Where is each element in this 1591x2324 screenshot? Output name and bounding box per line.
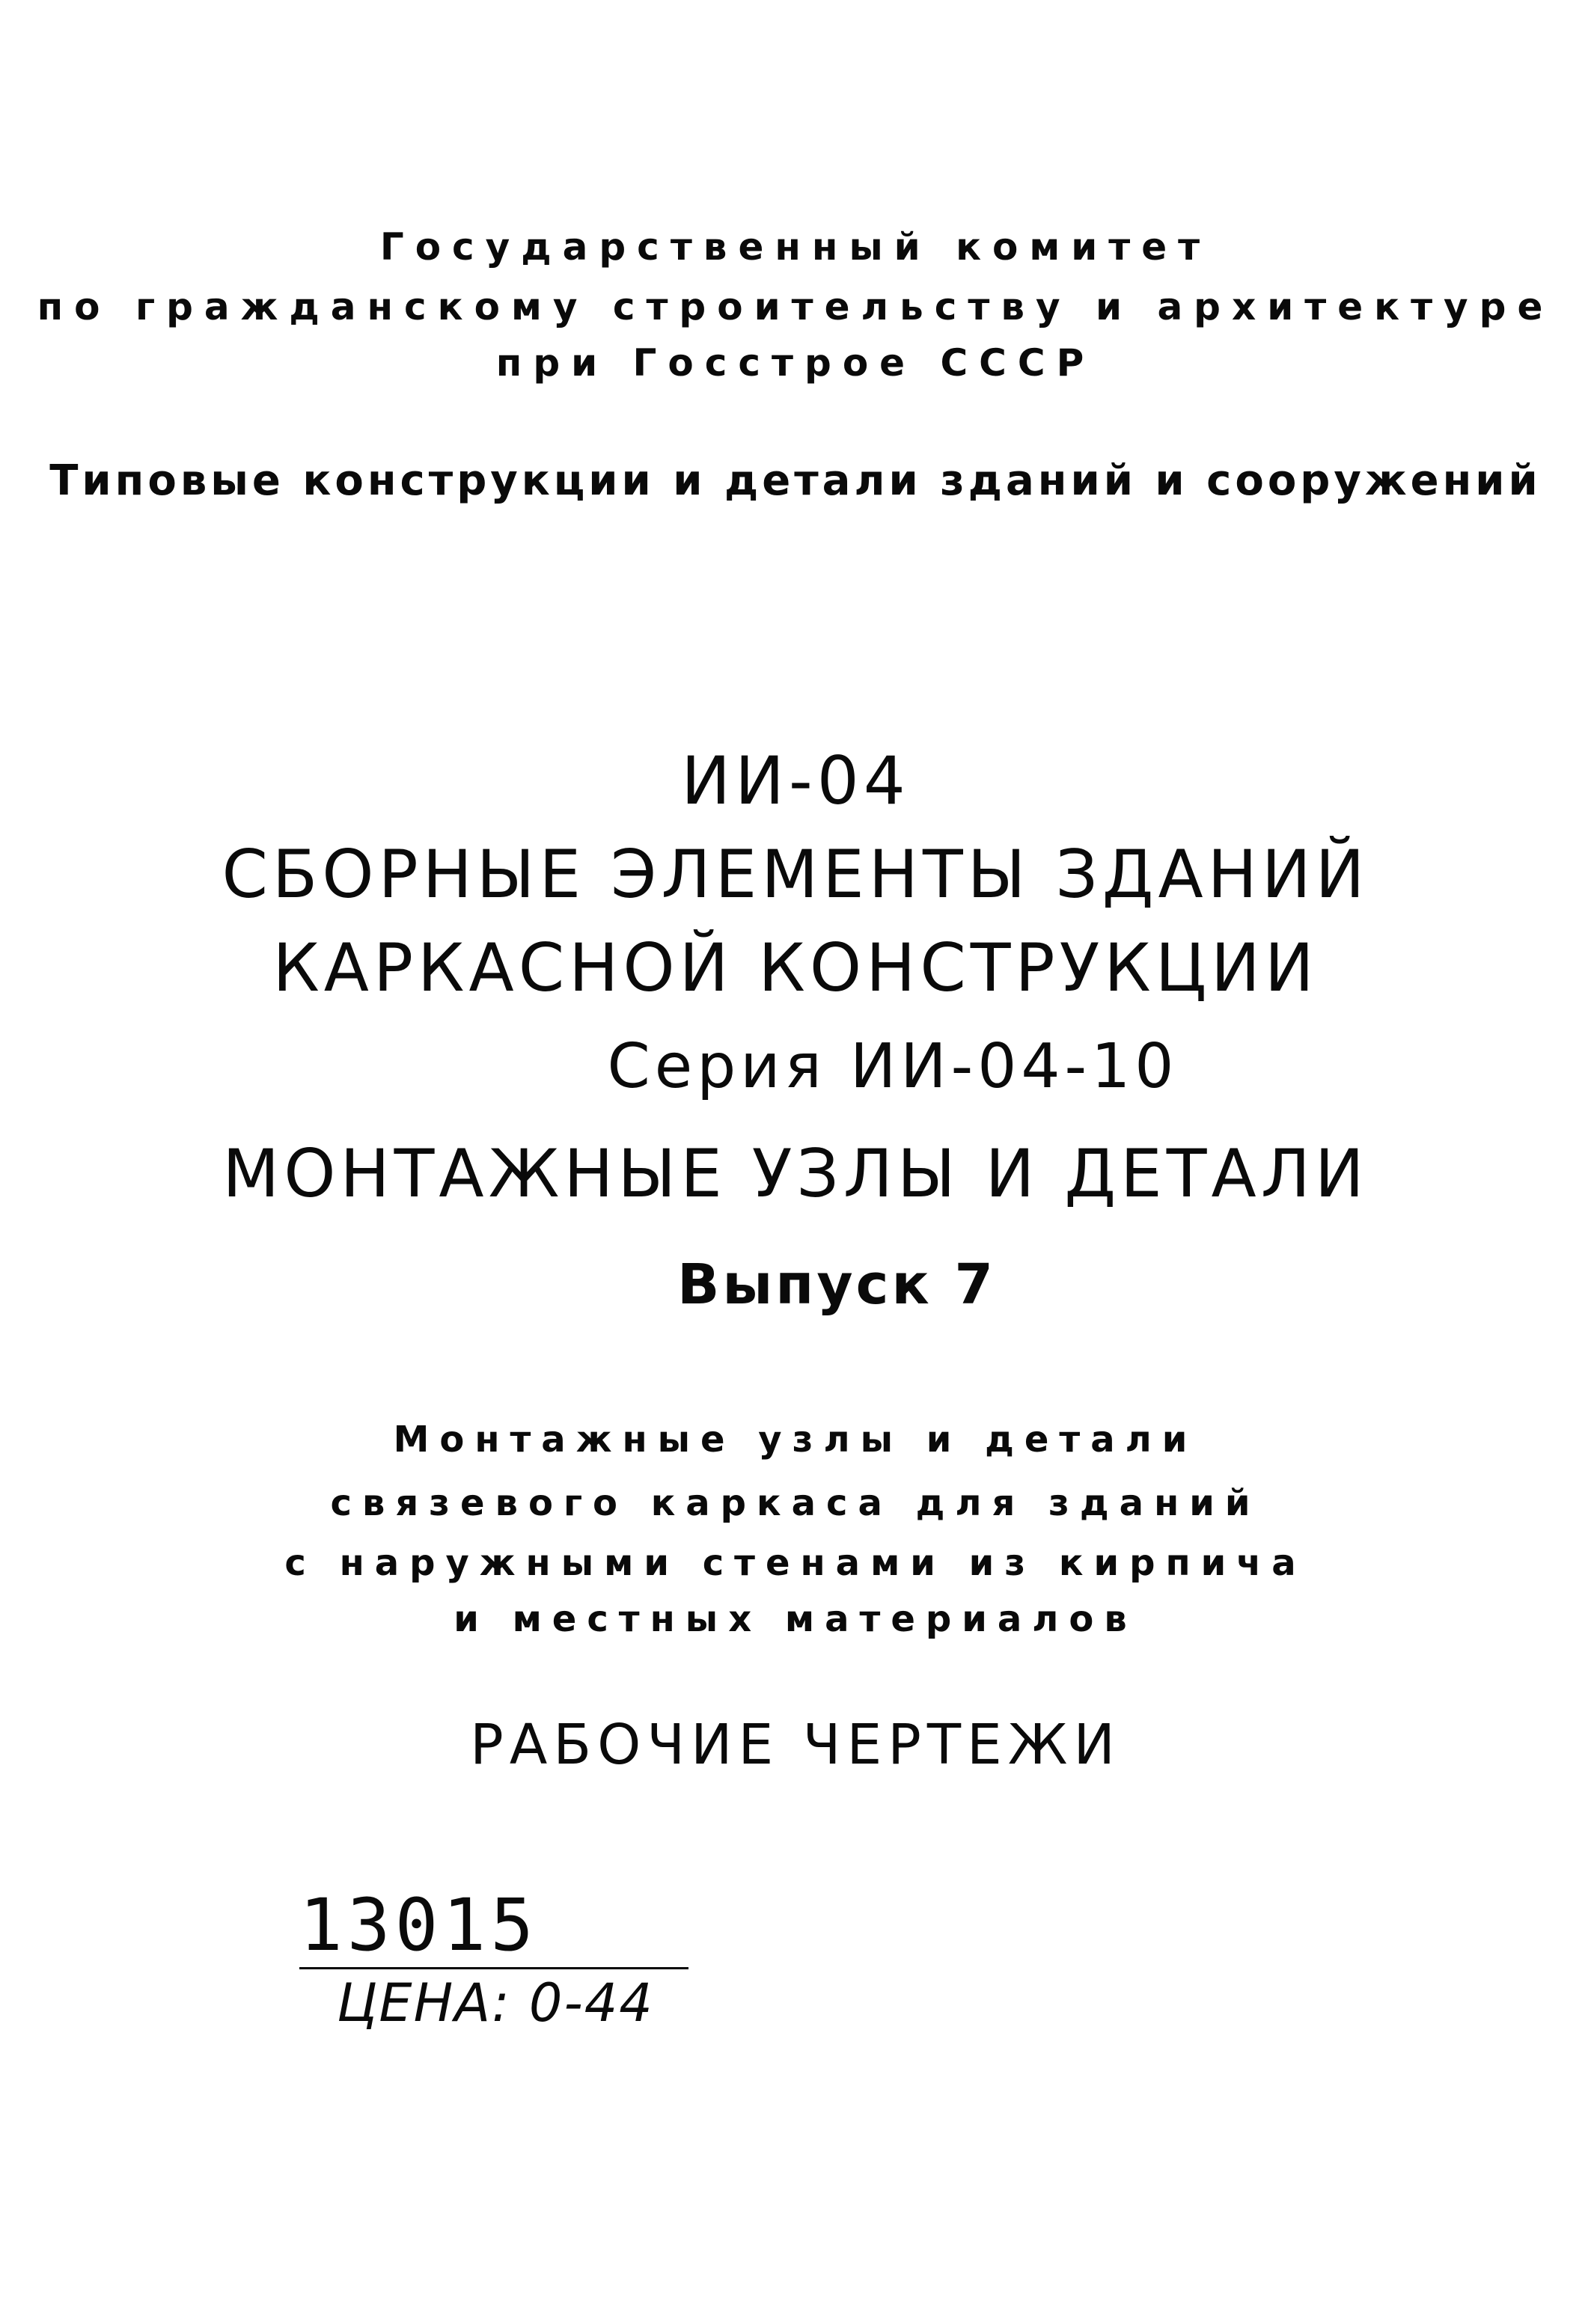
description-line-4: и местных материалов: [454, 1598, 1137, 1640]
catalog-number: 13015: [299, 1883, 538, 1967]
title-code: ИИ-04: [681, 742, 910, 819]
committee-line-3: при Госстрое СССР: [495, 341, 1096, 385]
catalog-stamp: [299, 1883, 703, 2034]
description-line-1: Монтажные узлы и детали: [393, 1419, 1198, 1461]
working-drawings-label: РАБОЧИЕ ЧЕРТЕЖИ: [470, 1713, 1121, 1777]
description-line-2: связевого каркаса для зданий: [330, 1482, 1261, 1524]
committee-line-2: по гражданскому строительству и архитектуре: [37, 285, 1554, 328]
description-line-3: с наружными стенами из кирпича: [284, 1542, 1307, 1584]
issue-label: Выпуск 7: [677, 1253, 997, 1317]
title-line-1: СБОРНЫЕ ЭЛЕМЕНТЫ ЗДАНИЙ: [222, 836, 1369, 913]
title-line-2: КАРКАСНОЙ КОНСТРУКЦИИ: [272, 929, 1319, 1006]
collection-subtitle: Типовые конструкции и детали зданий и сооружений: [49, 456, 1542, 505]
series-label: Серия ИИ-04-10: [607, 1031, 1179, 1102]
price-label: ЦЕНА: 0-44: [337, 1972, 654, 2034]
committee-line-1: Государственный комитет: [379, 225, 1212, 269]
title-line-3: МОНТАЖНЫЕ УЗЛЫ И ДЕТАЛИ: [222, 1135, 1369, 1212]
stamp-divider: [299, 1967, 688, 1969]
